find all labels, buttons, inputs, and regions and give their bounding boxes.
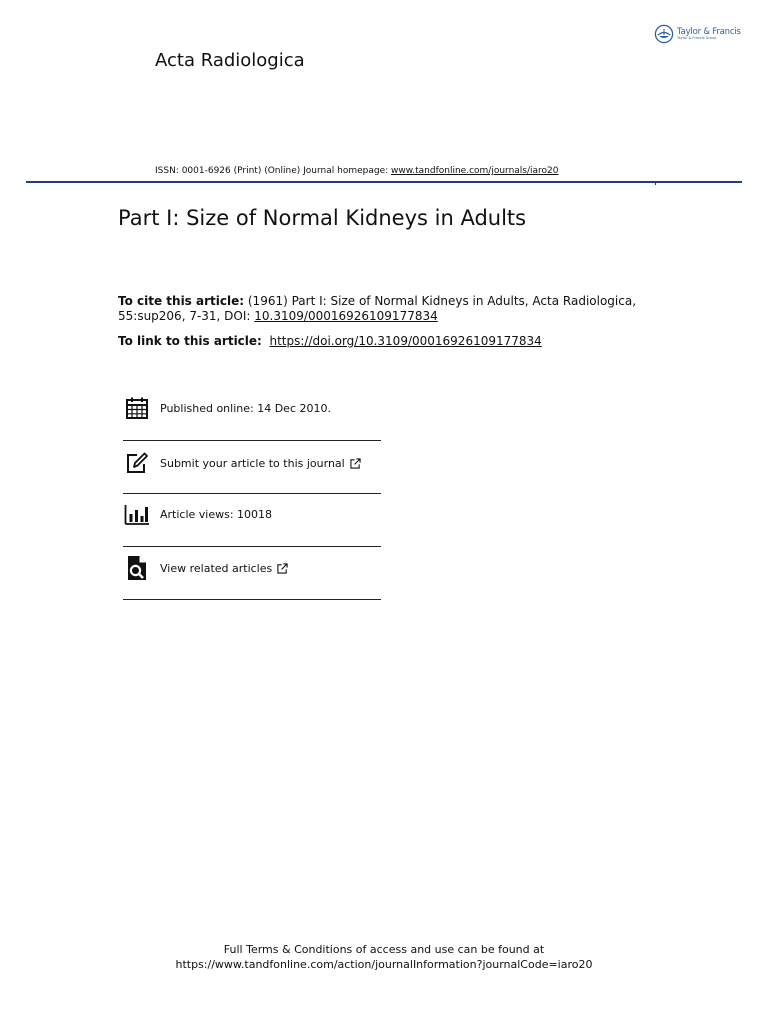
- publisher-name: Taylor & Francis: [677, 26, 741, 37]
- info-divider: [123, 546, 381, 547]
- cite-text: (1961) Part I: Size of Normal Kidneys in Adults, Acta Radiologica, 55:sup206, 7-31, DOI:: [118, 294, 637, 323]
- header-rule: [26, 181, 742, 183]
- publisher-group: Taylor & Francis Group: [677, 36, 717, 40]
- citation: [118, 294, 658, 324]
- published-online-text: Published online: 14 Dec 2010.: [160, 401, 331, 415]
- edit-icon: [125, 451, 149, 475]
- submit-article-row[interactable]: [123, 443, 381, 483]
- publisher-logo[interactable]: [654, 22, 746, 46]
- related-articles-row[interactable]: [123, 548, 381, 588]
- header-rule-tick: [655, 181, 656, 185]
- cite-label: To cite this article:: [118, 294, 245, 308]
- calendar-icon: [125, 396, 149, 420]
- footer-terms-url[interactable]: https://www.tandfonline.com/action/journalInformation?journalCode=iaro20: [175, 958, 593, 971]
- document-search-icon: [125, 555, 149, 581]
- submit-article-link[interactable]: Submit your article to this journal: [160, 456, 345, 470]
- journal-homepage-link[interactable]: www.tandfonline.com/journals/iaro20: [391, 166, 559, 176]
- external-link-icon: [350, 458, 361, 469]
- taylor-francis-logo-icon: [654, 24, 674, 44]
- bar-chart-icon: [124, 502, 150, 526]
- article-views-text: Article views: 10018: [160, 507, 273, 521]
- issn-line: [155, 166, 559, 176]
- issn-text: ISSN: 0001-6926 (Print) (Online) Journal homepage:: [155, 166, 389, 176]
- doi-link[interactable]: 10.3109/00016926109177834: [254, 309, 438, 323]
- article-views-row: [123, 494, 381, 534]
- published-online-row: [123, 388, 381, 428]
- article-link-line: [118, 334, 542, 348]
- footer: [0, 942, 768, 972]
- article-doi-url-link[interactable]: https://doi.org/10.3109/00016926109177834: [269, 334, 542, 348]
- info-divider: [123, 440, 381, 441]
- external-link-icon: [277, 563, 288, 574]
- footer-terms-text: Full Terms & Conditions of access and use can be found at: [223, 943, 545, 956]
- related-articles-link[interactable]: View related articles: [160, 561, 273, 575]
- link-label: To link to this article:: [118, 334, 262, 348]
- journal-title: Acta Radiologica: [155, 50, 305, 71]
- article-title: Part I: Size of Normal Kidneys in Adults: [118, 206, 527, 230]
- info-divider: [123, 599, 381, 600]
